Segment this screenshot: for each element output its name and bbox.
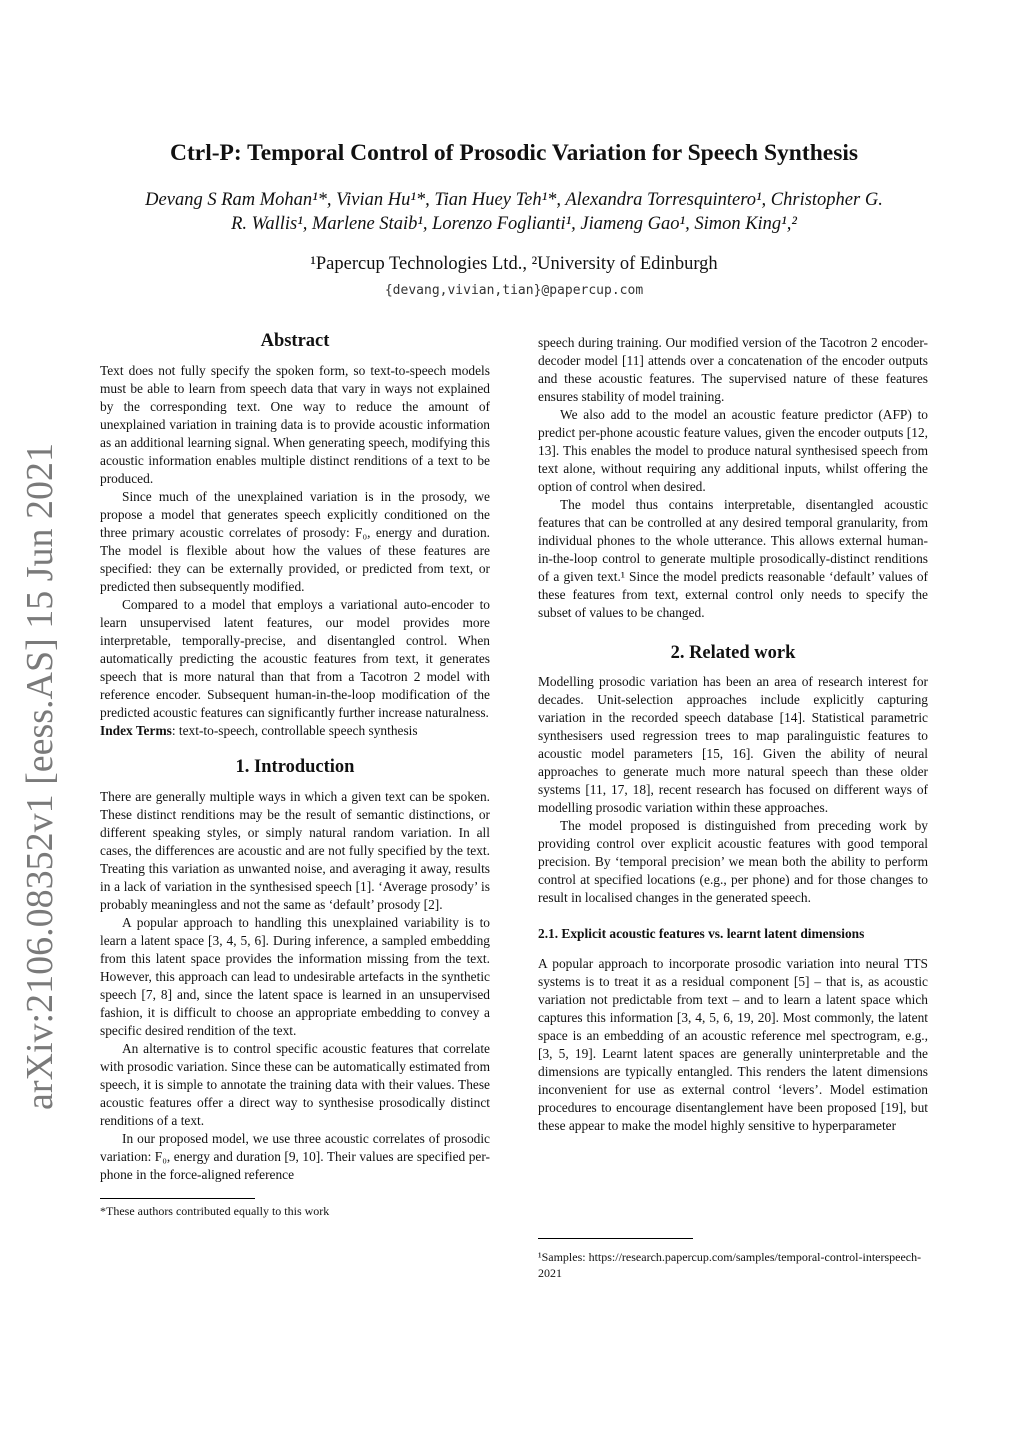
intro-paragraph-4: In our proposed model, we use three acoustic correlates of prosodic variation: F₀, energy and duration [9, 10]. Their values are specified per-phone in the force-aligned reference xyxy=(100,1131,490,1182)
arxiv-identifier: arXiv:2106.08352v1 [eess.AS] 15 Jun 2021 xyxy=(19,442,61,1110)
introduction-heading: 1. Introduction xyxy=(235,757,355,777)
authors-line-1: Devang S Ram Mohan¹*, Vivian Hu¹*, Tian Huey Teh¹*, Alexandra Torresquintero¹, Christopher G. xyxy=(145,190,883,210)
abstract-paragraph-3: Compared to a model that employs a variational auto-encoder to learn unsupervised latent features, our model provides more interpretable, temporally-precise, and disentangled control. When automatically predicting the acoustic features from text, it generates speech that is more natural than that from a Tacotron 2 model with reference encoder. Subsequent human-in-the-loop modification of the predicted acoustic features can significantly further increase naturalness. xyxy=(100,597,490,720)
index-terms-label: Index Terms xyxy=(100,723,172,738)
index-terms xyxy=(100,722,490,740)
right-paragraph-3: The model thus contains interpretable, disentangled acoustic features that can be controlled at any desired temporal granularity, from individual phones to the whole utterance. This allows external human-in-the-loop control to generate multiple prosodically-distinct renditions of a given text.¹ Since the model predicts reasonable ‘default’ values of these features from text, external control only needs to specify the subset of values to be changed. xyxy=(538,497,928,620)
subsection-paragraph-1: A popular approach to incorporate prosodic variation into neural TTS systems is to treat it as a residual component [5] – that is, as acoustic variation not predictable from text – and to learn a latent space which captures this information [3, 4, 5, 6, 19, 20]. Most commonly, the latent space is an embedding of an acoustic reference mel spectrogram, e.g., [3, 5, 19]. Learnt latent spaces are generally uninterpretable and the dimensions are typically entangled. This renders the latent dimensions inconvenient for use as external control ‘levers’. Model estimation procedures to encourage disentanglement have been proposed [19], but these appear to make the model highly sensitive to hyperparameter xyxy=(538,956,928,1133)
right-paragraph-2: We also add to the model an acoustic feature predictor (AFP) to predict per-phone acoustic feature values, given the encoder outputs [12, 13]. This enables the model to produce natural synthesised speech from text alone, without requiring any additional inputs, whilst offering the option of control when desired. xyxy=(538,407,928,494)
intro-paragraph-1: There are generally multiple ways in which a given text can be spoken. These distinct renditions may be the result of semantic distinctions, or different speaking styles, or simply natural random variation. In all cases, the differences are acoustic and are not fully specified by the text. Treating this variation as unwanted noise, and averaging it away, results in a lack of variation in the synthesised speech [1]. ‘Average prosody’ is probably meaningless and not the same as ‘default’ prosody [2]. xyxy=(100,789,490,912)
author-list xyxy=(100,188,928,236)
right-footnote-area xyxy=(538,1238,928,1281)
equal-contribution-footnote: *These authors contributed equally to this work xyxy=(100,1204,330,1218)
related-paragraph-1: Modelling prosodic variation has been an area of research interest for decades. Unit-selection approaches include explicitly capturing variation in the recorded speech database [14]. Statistical parametric synthesisers used regression trees to map paralinguistic features to acoustic model parameters [15, 16]. Given the ability of neural approaches to generate much more natural speech than these older systems [11, 17, 18], recent research has focused on different ways of modelling prosodic variation within these approaches. xyxy=(538,674,928,815)
subsection-heading: 2.1. Explicit acoustic features vs. learnt latent dimensions xyxy=(538,926,865,941)
authors-line-2: R. Wallis¹, Marlene Staib¹, Lorenzo Foglianti¹, Jiameng Gao¹, Simon King¹,² xyxy=(231,214,797,234)
abstract-heading: Abstract xyxy=(260,331,330,351)
left-column xyxy=(100,332,490,1219)
intro-paragraph-3: An alternative is to control specific acoustic features that correlate with prosodic variation. Since these can be automatically estimated from speech, it is simple to annotate the training data with their values. These acoustic features offer a direct way to synthesise prosodically distinct renditions of a text. xyxy=(100,1041,490,1128)
author-emails: {devang,vivian,tian}@papercup.com xyxy=(384,283,644,298)
right-column xyxy=(538,334,928,1135)
right-footnote-rule xyxy=(538,1238,693,1239)
related-work-heading: 2. Related work xyxy=(670,643,796,663)
footnote-rule xyxy=(100,1198,255,1199)
samples-footnote: ¹Samples: https://research.papercup.com/samples/temporal-control-interspeech-2021 xyxy=(538,1250,922,1280)
related-paragraph-2: The model proposed is distinguished from preceding work by providing control over explicit acoustic features with good temporal precision. By ‘temporal precision’ we mean both the ability to perform control at specified locations (e.g., per phone) and for those changes to result in localised changes in the generated speech. xyxy=(538,818,928,905)
index-terms-text: : text-to-speech, controllable speech synthesis xyxy=(171,723,418,738)
right-paragraph-1: speech during training. Our modified version of the Tacotron 2 encoder-decoder model [11] attends over a concatenation of the encoder outputs and these acoustic features. The supervised nature of these features ensures stability of model training. xyxy=(538,335,928,404)
abstract-paragraph-1: Text does not fully specify the spoken form, so text-to-speech models must be able to learn from speech data that vary in ways not explained by the corresponding text. One way to reduce the amount of unexplained variation in training data is to provide acoustic information as an additional learning signal. When generating speech, modifying this acoustic information enables multiple distinct renditions of a text to be produced. xyxy=(100,363,490,486)
intro-paragraph-2: A popular approach to handling this unexplained variability is to learn a latent space [3, 4, 5, 6]. During inference, a sampled embedding from this latent space provides the information missing from the text. However, this approach can lead to undesirable artefacts in the synthetic speech [7, 8] and, since the latent space is learned in an unsupervised fashion, it is difficult to choose an appropriate embedding to convey a specific desired rendition of the text. xyxy=(100,915,490,1038)
paper-title: Ctrl-P: Temporal Control of Prosodic Variation for Speech Synthesis xyxy=(169,140,859,166)
affiliations: ¹Papercup Technologies Ltd., ²University of Edinburgh xyxy=(310,254,718,274)
abstract-paragraph-2: Since much of the unexplained variation is in the prosody, we propose a model that generates speech explicitly conditioned on the three primary acoustic correlates of prosody: F₀, energy and duration. The model is flexible about how the values of these features are specified: they can be externally provided, or predicted from text, or predicted then subsequently modified. xyxy=(100,489,490,594)
